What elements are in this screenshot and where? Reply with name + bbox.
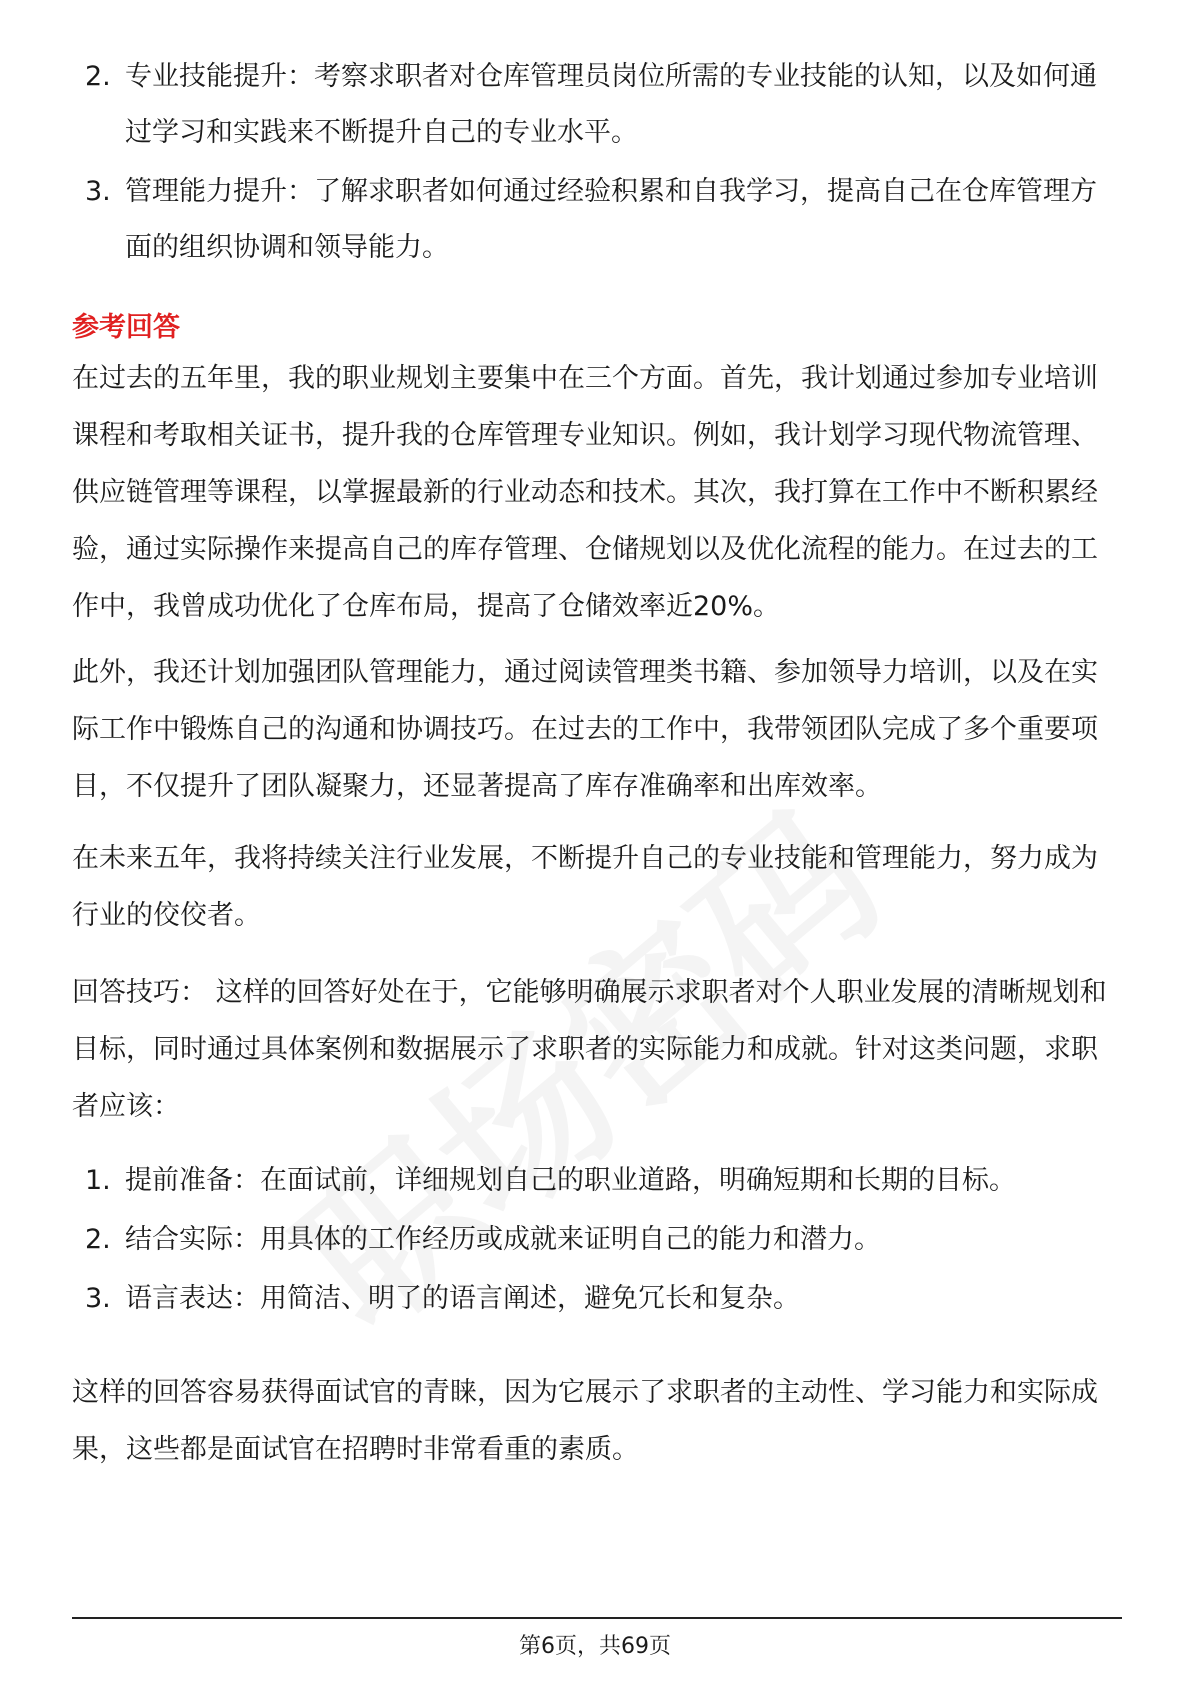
- tips-intro-paragraph: 回答技巧： 这样的回答好处在于，它能够明确展示求职者对个人职业发展的清晰规划和目标，同时通过具体案例和数据展示了求职者的实际能力和成就。针对这类问题，求职者应该：: [72, 977, 1107, 1122]
- list-number: 3.: [85, 1283, 111, 1314]
- list-item-text: 考察求职者对仓库管理员岗位所需的专业技能的认知，以及如何通过学习和实践来不断提升自己的专业水平。: [125, 61, 1097, 148]
- closing-paragraph: 这样的回答容易获得面试官的青睐，因为它展示了求职者的主动性、学习能力和实际成果，这些都是面试官在招聘时非常看重的素质。: [72, 1377, 1098, 1465]
- tips-numbered-list: [72, 1153, 1122, 1327]
- list-item-text: 在面试前，详细规划自己的职业道路，明确短期和长期的目标。: [260, 1165, 1016, 1196]
- list-number: 3.: [85, 176, 111, 207]
- list-item: [72, 1212, 1122, 1268]
- answer-paragraph-3: 在未来五年，我将持续关注行业发展，不断提升自己的专业技能和管理能力，努力成为行业的佼佼者。: [72, 843, 1098, 931]
- list-item-label: 管理能力提升：: [125, 176, 314, 207]
- list-number: 1.: [85, 1165, 111, 1196]
- list-item-label: 语言表达：: [125, 1283, 260, 1314]
- answer-paragraph-2: 此外，我还计划加强团队管理能力，通过阅读管理类书籍、参加领导力培训，以及在实际工作中锻炼自己的沟通和协调技巧。在过去的工作中，我带领团队完成了多个重要项目，不仅提升了团队凝聚力，还显著提高了库存准确率和出库效率。: [72, 657, 1098, 802]
- list-item-text: 用简洁、明了的语言阐述，避免冗长和复杂。: [260, 1283, 800, 1314]
- list-item-text: 用具体的工作经历或成就来证明自己的能力和潜力。: [260, 1224, 881, 1255]
- list-item-text: 了解求职者如何通过经验积累和自我学习，提高自己在仓库管理方面的组织协调和领导能力。: [125, 176, 1097, 263]
- list-item-label: 提前准备：: [125, 1165, 260, 1196]
- top-numbered-list: [72, 49, 1122, 276]
- list-number: 2.: [85, 1224, 111, 1255]
- list-number: 2.: [85, 61, 111, 92]
- answer-paragraph-1: 在过去的五年里，我的职业规划主要集中在三个方面。首先，我计划通过参加专业培训课程和考取相关证书，提升我的仓库管理专业知识。例如，我计划学习现代物流管理、供应链管理等课程，以掌握最新的行业动态和技术。其次，我打算在工作中不断积累经验，通过实际操作来提高自己的库存管理、仓储规划以及优化流程的能力。在过去的工作中，我曾成功优化了仓库布局，提高了仓储效率近20%。: [72, 363, 1098, 622]
- list-item: [72, 164, 1122, 276]
- list-item: [72, 1153, 1122, 1209]
- section-heading: 参考回答: [72, 312, 180, 343]
- page-number: 第6页，共69页: [519, 1634, 671, 1659]
- footer-divider: [72, 1617, 1122, 1619]
- list-item: [72, 1271, 1122, 1327]
- list-item-label: 专业技能提升：: [125, 61, 314, 92]
- list-item: [72, 49, 1122, 161]
- list-item-label: 结合实际：: [125, 1224, 260, 1255]
